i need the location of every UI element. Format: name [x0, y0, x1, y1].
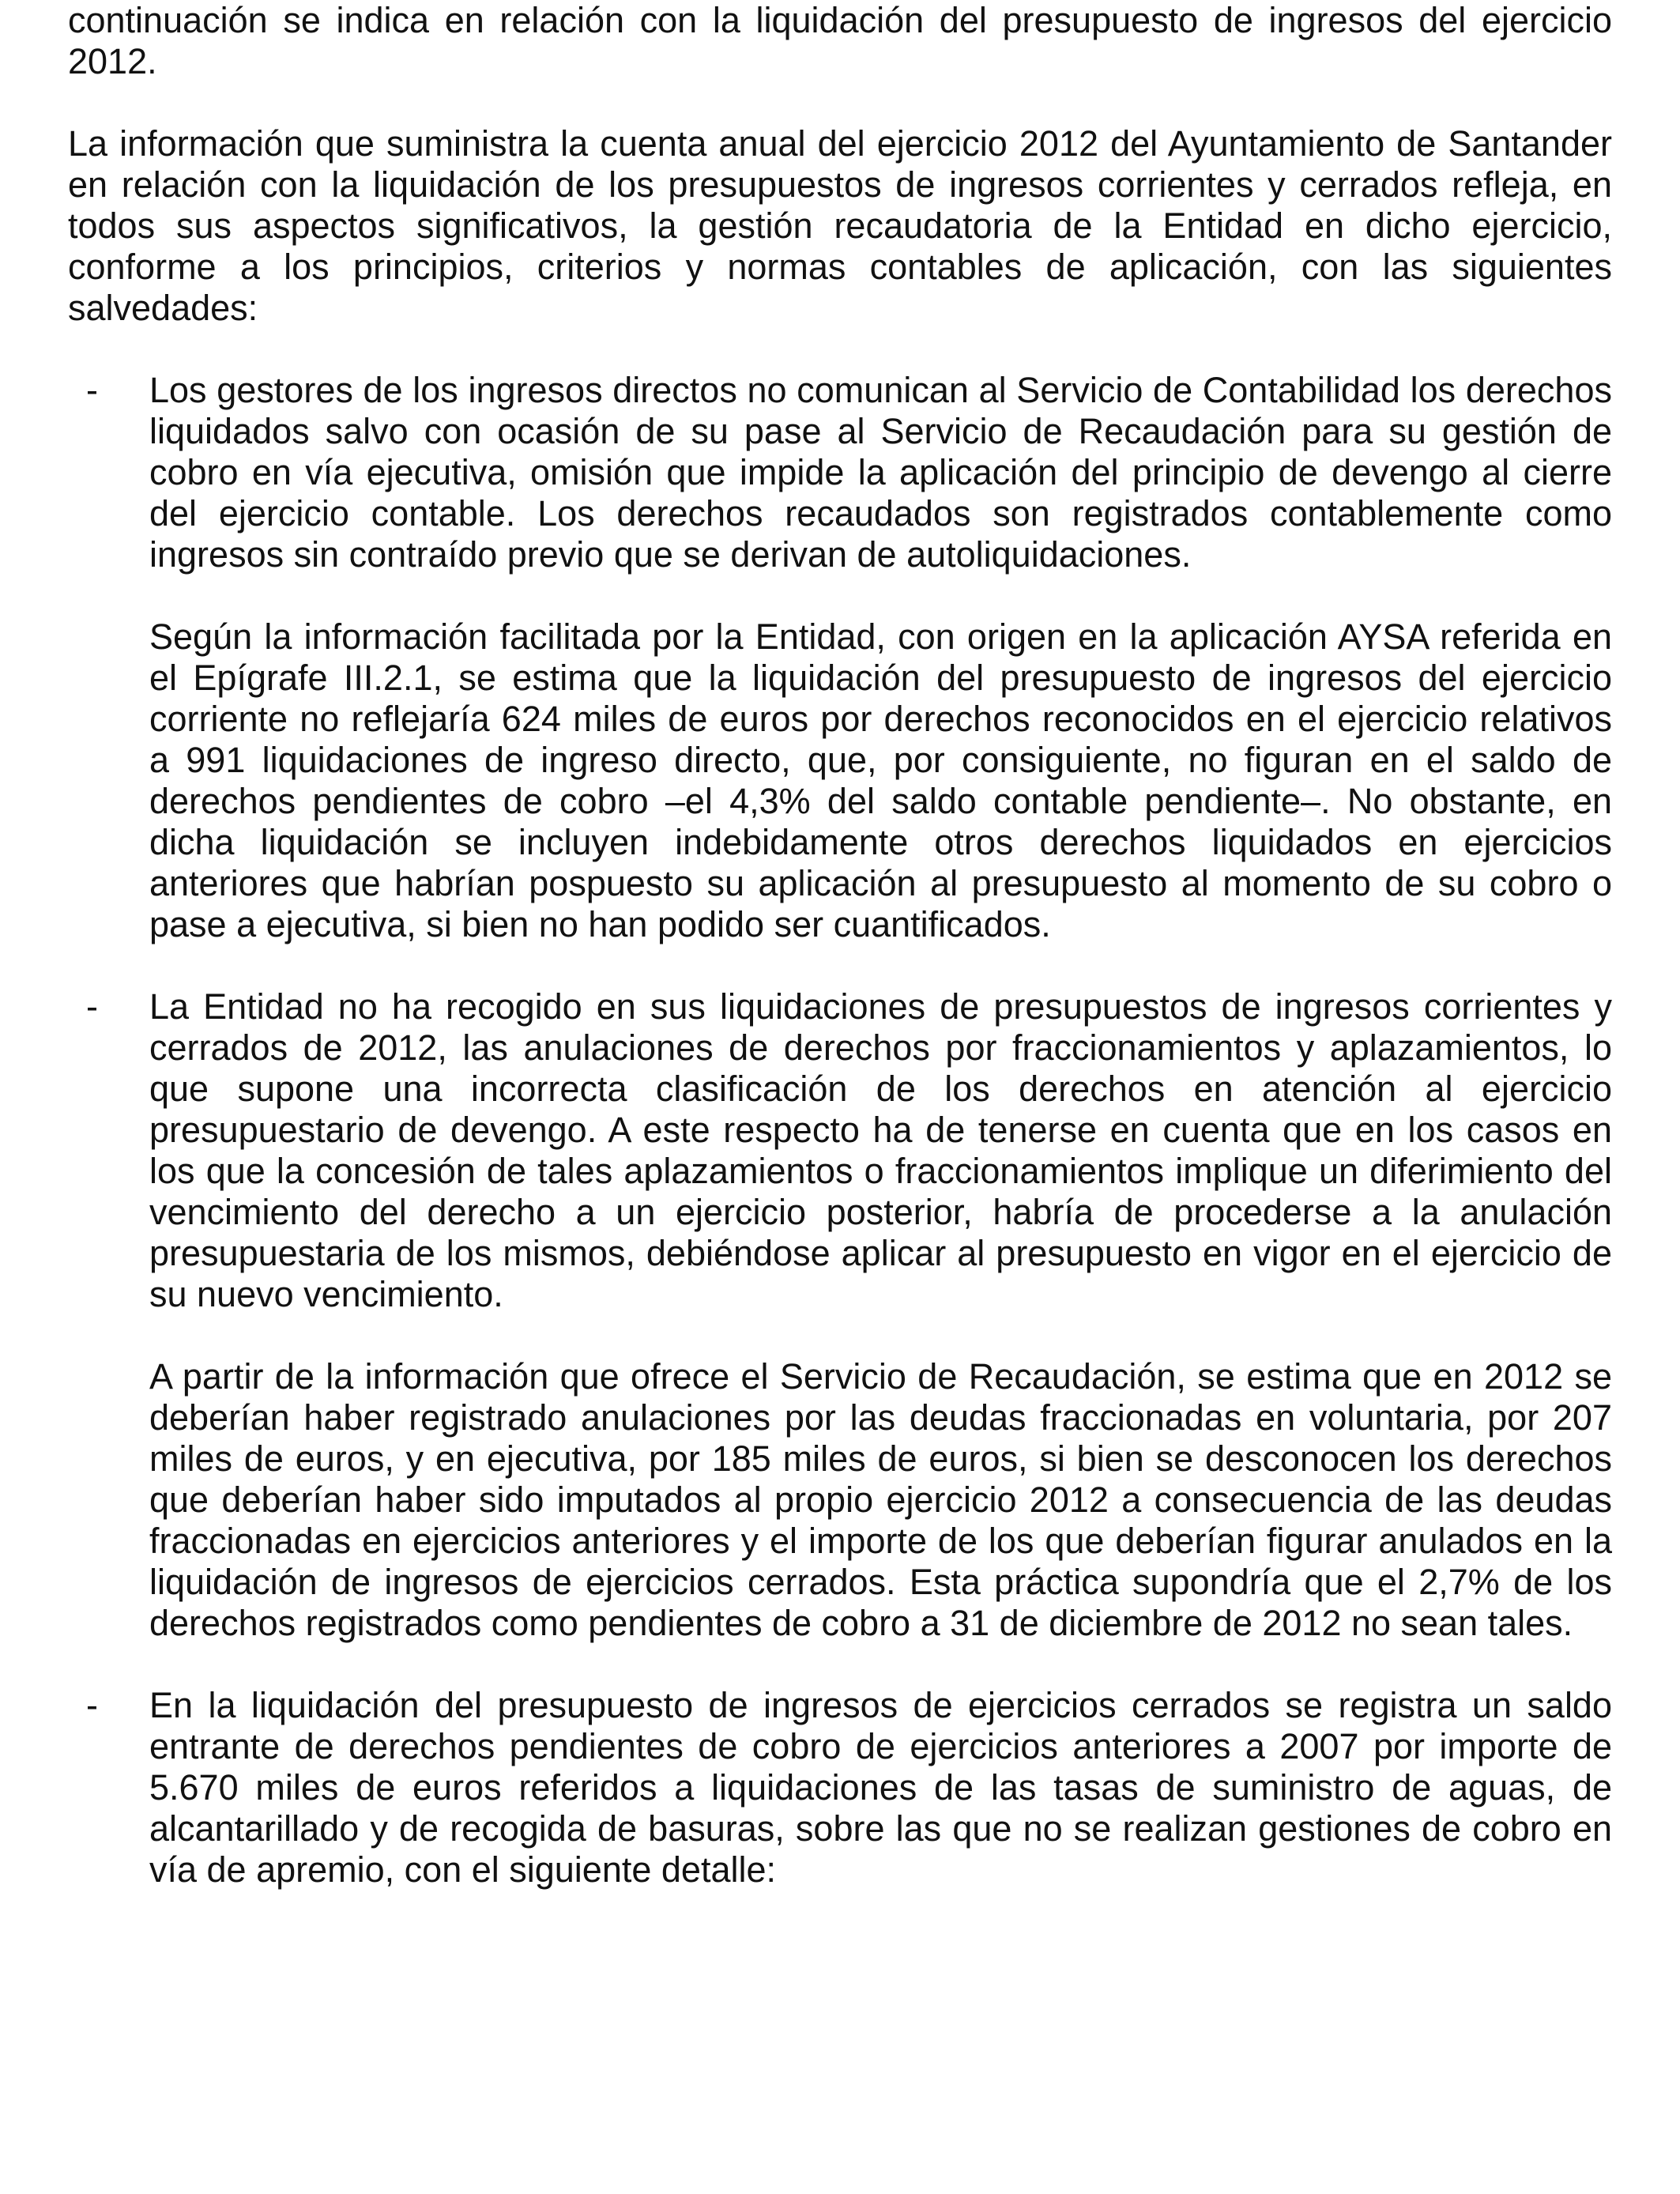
list-item-body [149, 1685, 1612, 1891]
list-item-paragraph: Según la información facilitada por la Entidad, con origen en la aplicación AYSA referida en el Epígrafe III.2.1, se estima que la liquidación del presupuesto de ingresos del ejercicio corriente no reflejaría 624 miles de euros por derechos reconocidos en el ejercicio relativos a 991 liquidaciones de ingreso directo, que, por consiguiente, no figuran en el saldo de derechos pendientes de cobro –el 4,3% del saldo contable pendiente–. No obstante, en dicha liquidación se incluyen indebidamente otros derechos liquidados en ejercicios anteriores que habrían pospuesto su aplicación al presupuesto al momento de su cobro o pase a ejecutiva, si bien no han podido ser cuantificados. [149, 616, 1612, 944]
list-item [68, 370, 1612, 945]
bullet-dash: - [86, 1685, 98, 1725]
document-body [68, 0, 1612, 1891]
bullet-dash: - [86, 986, 98, 1027]
list-item-paragraph: En la liquidación del presupuesto de ingresos de ejercicios cerrados se registra un saldo entrante de derechos pendientes de cobro de ejercicios anteriores a 2007 por importe de 5.670 miles de euros referidos a liquidaciones de las tasas de suministro de aguas, de alcantarillado y de recogida de basuras, sobre las que no se realizan gestiones de cobro en vía de apremio, con el siguiente detalle: [149, 1685, 1612, 1890]
list-item [68, 1685, 1612, 1891]
summary-paragraph: La información que suministra la cuenta anual del ejercicio 2012 del Ayuntamiento de Santander en relación con la liquidación de los presupuestos de ingresos corrientes y cerrados refleja, en todos sus aspectos significativos, la gestión recaudatoria de la Entidad en dicho ejercicio, conforme a los principios, criterios y normas contables de aplicación, con las siguientes salvedades: [68, 123, 1612, 328]
list-item-paragraph: A partir de la información que ofrece el Servicio de Recaudación, se estima que en 2012 se deberían haber registrado anulaciones por las deudas fraccionadas en voluntaria, por 207 miles de euros, y en ejecutiva, por 185 miles de euros, si bien se desconocen los derechos que deberían haber sido imputados al propio ejercicio 2012 a consecuencia de las deudas fraccionadas en ejercicios anteriores y el importe de los que deberían figurar anulados en la liquidación de ingresos de ejercicios cerrados. Esta práctica supondría que el 2,7% de los derechos registrados como pendientes de cobro a 31 de diciembre de 2012 no sean tales. [149, 1356, 1612, 1643]
list-item-paragraph: Los gestores de los ingresos directos no comunican al Servicio de Contabilidad los derechos liquidados salvo con ocasión de su pase al Servicio de Recaudación para su gestión de cobro en vía ejecutiva, omisión que impide la aplicación del principio de devengo al cierre del ejercicio contable. Los derechos recaudados son registrados contablemente como ingresos sin contraído previo que se derivan de autoliquidaciones. [149, 370, 1612, 575]
list-item-paragraph: La Entidad no ha recogido en sus liquidaciones de presupuestos de ingresos corrientes y cerrados de 2012, las anulaciones de derechos por fraccionamientos y aplazamientos, lo que supone una incorrecta clasificación de los derechos en atención al ejercicio presupuestario de devengo. A este respecto ha de tenerse en cuenta que en los casos en los que la concesión de tales aplazamientos o fraccionamientos implique un diferimiento del vencimiento del derecho a un ejercicio posterior, habría de procederse a la anulación presupuestaria de los mismos, debiéndose aplicar al presupuesto en vigor en el ejercicio de su nuevo vencimiento. [149, 986, 1612, 1314]
list-item [68, 986, 1612, 1644]
list-item-body [149, 986, 1612, 1644]
intro-paragraph: continuación se indica en relación con la liquidación del presupuesto de ingresos del ejercicio 2012. [68, 0, 1612, 81]
bullet-dash: - [86, 370, 98, 410]
list-item-body [149, 370, 1612, 945]
